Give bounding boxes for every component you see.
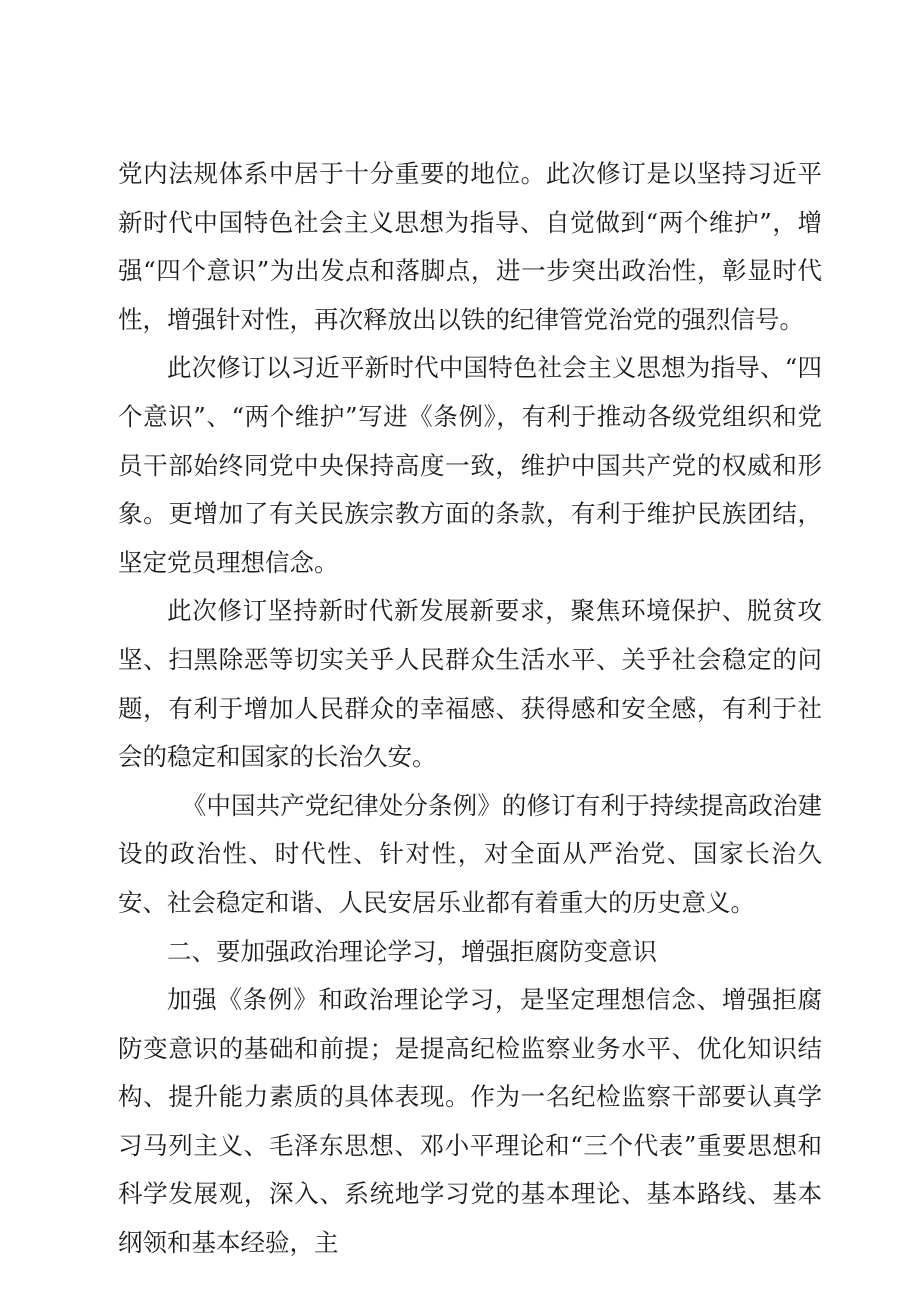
paragraph-regulation-significance: 《中国共产党纪律处分条例》的修订有利于持续提高政治建设的政治性、时代性、针对性，对全面从严治党、国家长治久安、社会稳定和谐、人民安居乐业都有着重大的历史意义。 [118, 790, 822, 917]
paragraph-revision-guidance: 此次修订以习近平新时代中国特色社会主义思想为指导、“四个意识”、“两个维护”写进《条例》，有利于推动各级党组织和党员干部始终同党中央保持高度一致，维护中国共产党的权威和形象。更增加了有关民族宗教方面的条款，有利于维护民族团结，坚定党员理想信念。 [118, 353, 822, 577]
section-heading-theory-study: 二、要加强政治理论学习，增强拒腐防变意识 [167, 936, 657, 966]
paragraph-theory-study: 加强《条例》和政治理论学习，是坚定理想信念、增强拒腐防变意识的基础和前提；是提高纪检监察业务水平、优化知识结构、提升能力素质的具体表现。作为一名纪检监察干部要认真学习马列主义、毛泽东思想、邓小平理论和“三个代表”重要思想和科学发展观，深入、系统地学习党的基本理论、基本路线、基本纲领和基本经验，主 [118, 985, 822, 1258]
paragraph-new-era-requirements: 此次修订坚持新时代新发展新要求，聚焦环境保护、脱贫攻坚、扫黑除恶等切实关乎人民群众生活水平、关乎社会稳定的问题，有利于增加人民群众的幸福感、获得感和安全感，有利于社会的稳定和国家的长治久安。 [118, 596, 822, 772]
paragraph-continuation: 党内法规体系中居于十分重要的地位。此次修订是以坚持习近平新时代中国特色社会主义思想为指导、自觉做到“两个维护”，增强“四个意识”为出发点和落脚点，进一步突出政治性，彰显时代性，增强针对性，再次释放出以铁的纪律管党治党的强烈信号。 [118, 159, 822, 334]
document-body [118, 150, 822, 1268]
